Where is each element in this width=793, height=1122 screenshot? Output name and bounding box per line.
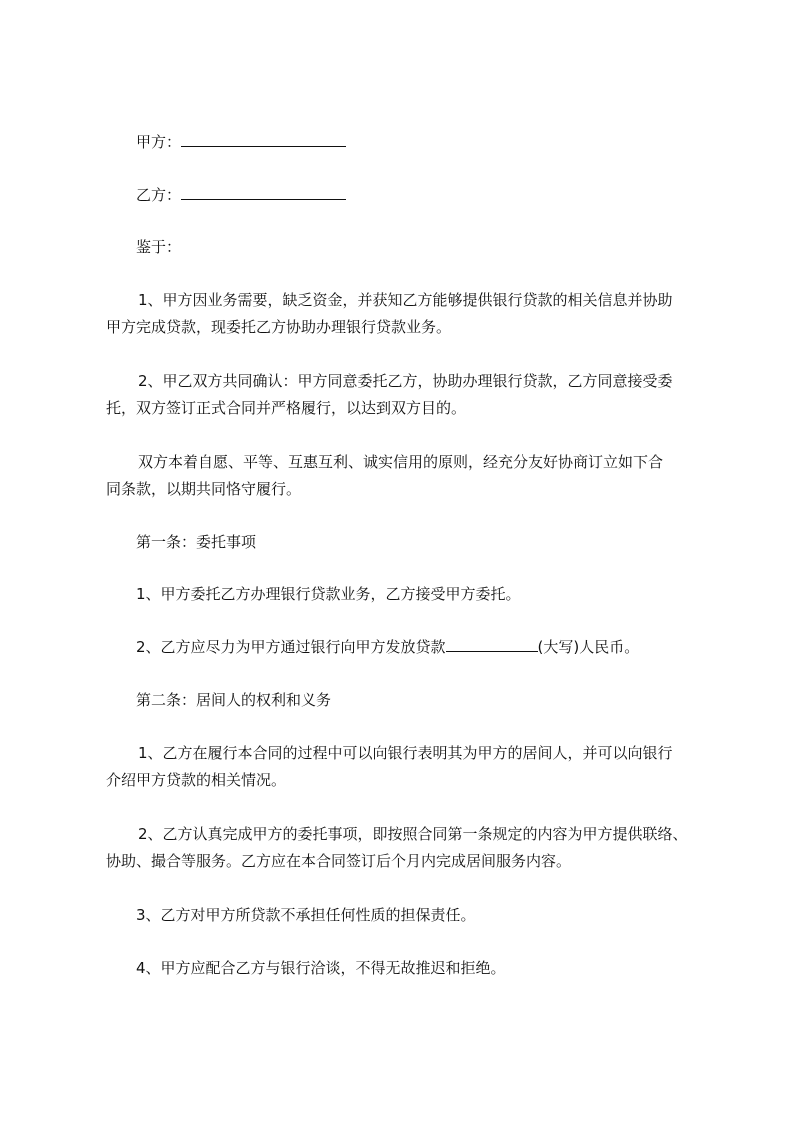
article-2-item-1-line-2: 介绍甲方贷款的相关情况。 [106, 771, 287, 789]
recital-1-line-2: 甲方完成贷款，现委托乙方协助办理银行贷款业务。 [106, 318, 452, 336]
party-b-line [136, 185, 346, 205]
article-2-item-3: 3、乙方对甲方所贷款不承担任何性质的担保责任。 [136, 906, 476, 924]
party-a-line [136, 132, 346, 152]
loan-amount-blank [446, 637, 538, 652]
recital-2-line-2: 托，双方签订正式合同并严格履行，以达到双方目的。 [106, 399, 467, 417]
party-b-label: 乙方： [136, 186, 182, 204]
recital-1-line-1: 1、甲方因业务需要，缺乏资金，并获知乙方能够提供银行贷款的相关信息并协助 [138, 291, 673, 309]
article-2-title: 第二条：居间人的权利和义务 [136, 691, 332, 709]
party-a-label: 甲方： [136, 133, 182, 151]
article-1-item-2-text: 2、乙方应尽力为甲方通过银行向甲方发放贷款 [136, 638, 446, 656]
whereas-label: 鉴于： [136, 238, 182, 256]
article-1-item-2-suffix: (大写)人民币。 [537, 638, 640, 656]
party-b-blank [181, 185, 346, 200]
article-2-item-1-line-1: 1、乙方在履行本合同的过程中可以向银行表明其为甲方的居间人，并可以向银行 [138, 744, 673, 762]
principle-line-1: 双方本着自愿、平等、互惠互利、诚实信用的原则，经充分友好协商订立如下合 [138, 453, 664, 471]
article-2-item-2-line-2: 协助、撮合等服务。乙方应在本合同签订后个月内完成居间服务内容。 [106, 852, 572, 870]
article-1-item-2 [136, 637, 639, 657]
article-2-item-2-line-1: 2、乙方认真完成甲方的委托事项，即按照合同第一条规定的内容为甲方提供联络、 [138, 825, 688, 843]
recital-2-line-1: 2、甲乙双方共同确认：甲方同意委托乙方，协助办理银行贷款，乙方同意接受委 [138, 372, 673, 390]
party-a-blank [181, 132, 346, 147]
article-1-item-1: 1、甲方委托乙方办理银行贷款业务，乙方接受甲方委托。 [136, 585, 521, 603]
article-1-title: 第一条：委托事项 [136, 533, 257, 551]
principle-line-2: 同条款，以期共同恪守履行。 [106, 480, 302, 498]
article-2-item-4: 4、甲方应配合乙方与银行洽谈，不得无故推迟和拒绝。 [136, 959, 506, 977]
